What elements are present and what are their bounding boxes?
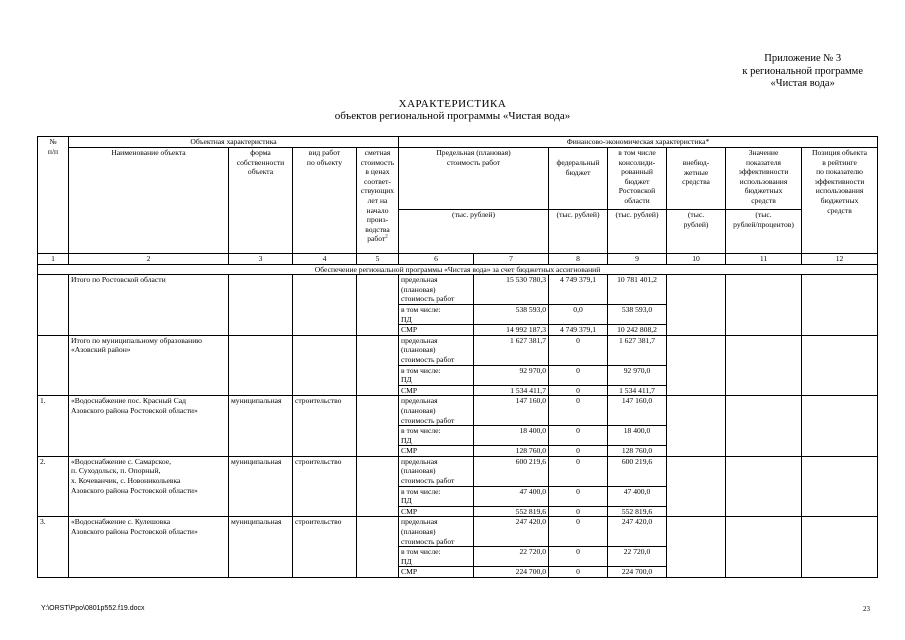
header-indicator: Значение показателя эффективности использования бюджетных средств (726, 148, 802, 210)
header-consolidated-unit: (тыс. рублей) (608, 210, 667, 254)
colnum: 11 (726, 254, 802, 265)
object-estimate (357, 275, 399, 336)
total-cost-value: 224 700,0 (474, 567, 549, 578)
colnum: 7 (474, 254, 549, 265)
total-cost-value: 22 720,0 (474, 547, 549, 567)
object-estimate (357, 396, 399, 457)
federal-budget-value: 0 (549, 547, 608, 567)
total-cost-value: 600 219,6 (474, 456, 549, 486)
indicator-value (726, 517, 802, 578)
object-number (38, 335, 69, 396)
rating-position (802, 335, 878, 396)
consolidated-budget-value: 128 760,0 (608, 446, 667, 457)
header-federal: федеральный бюджет (549, 148, 608, 210)
consolidated-budget-value: 47 400,0 (608, 486, 667, 506)
appendix-line-1: Приложение № 3 (764, 53, 842, 64)
federal-budget-value: 0 (549, 506, 608, 517)
appendix-line-2: к региональной программе (742, 65, 863, 77)
object-number: 2. (38, 456, 69, 517)
offbudget-value (667, 456, 726, 517)
offbudget-value (667, 335, 726, 396)
header-limit: Предельная (плановая) стоимость работ (399, 148, 549, 210)
cost-type-label: в том числе: ПД (399, 365, 474, 385)
consolidated-budget-value: 600 219,6 (608, 456, 667, 486)
consolidated-budget-value: 538 593,0 (608, 304, 667, 324)
cost-type-label: предельная (плановая) стоимость работ (399, 396, 474, 426)
consolidated-budget-value: 10 781 401,2 (608, 275, 667, 305)
total-cost-value: 538 593,0 (474, 304, 549, 324)
indicator-value (726, 456, 802, 517)
consolidated-budget-value: 10 242 808,2 (608, 325, 667, 336)
header-estimate-sup: 2 (385, 234, 388, 240)
object-name: Итого по муниципальному образованию «Азовский район» (69, 335, 229, 396)
object-row (38, 396, 878, 426)
header-object-group: Объектная характеристика (69, 137, 399, 148)
rating-position (802, 456, 878, 517)
object-estimate (357, 335, 399, 396)
cost-type-label: предельная (плановая) стоимость работ (399, 517, 474, 547)
header-consolidated-cell (608, 148, 667, 210)
consolidated-budget-value: 247 420,0 (608, 517, 667, 547)
header-name: Наименование объекта (69, 148, 229, 254)
offbudget-value (667, 396, 726, 457)
colnum: 8 (549, 254, 608, 265)
header-estimate (357, 148, 399, 254)
object-name: Итого по Ростовской области (69, 275, 229, 336)
appendix-note (742, 53, 863, 91)
cost-type-label: в том числе: ПД (399, 426, 474, 446)
object-name: «Водоснабжение пос. Красный Сад Азовского района Ростовской области» (69, 396, 229, 457)
objects-body (38, 275, 878, 578)
offbudget-value (667, 275, 726, 336)
federal-budget-value: 0 (549, 335, 608, 365)
cost-type-label: СМР (399, 567, 474, 578)
rating-position (802, 517, 878, 578)
total-cost-value: 552 819,6 (474, 506, 549, 517)
indicator-value (726, 275, 802, 336)
title-line-1: ХАРАКТЕРИСТИКА (398, 98, 507, 110)
cost-type-label: СМР (399, 325, 474, 336)
header-offbudget-unit: (тыс. рублей) (667, 210, 726, 254)
header-federal-unit: (тыс. рублей) (549, 210, 608, 254)
consolidated-budget-value: 92 970,0 (608, 365, 667, 385)
object-ownership: муниципальная (229, 396, 293, 457)
colnum: 9 (608, 254, 667, 265)
object-work-type: строительство (293, 396, 357, 457)
object-ownership: муниципальная (229, 456, 293, 517)
federal-budget-value: 0,0 (549, 304, 608, 324)
cost-type-label: предельная (плановая) стоимость работ (399, 456, 474, 486)
consolidated-budget-value: 552 819,6 (608, 506, 667, 517)
object-work-type: строительство (293, 517, 357, 578)
object-work-type (293, 335, 357, 396)
federal-budget-value: 0 (549, 517, 608, 547)
federal-budget-value: 0 (549, 385, 608, 396)
consolidated-budget-value: 1 627 381,7 (608, 335, 667, 365)
cost-type-label: в том числе: ПД (399, 486, 474, 506)
footer-file-path: Y:\ORST\Ppo\0801p552.f19.docx (41, 605, 145, 612)
federal-budget-value: 0 (549, 567, 608, 578)
colnum: 1 (38, 254, 69, 265)
total-cost-value: 147 160,0 (474, 396, 549, 426)
consolidated-budget-value: 22 720,0 (608, 547, 667, 567)
object-row (38, 517, 878, 547)
colnum: 6 (399, 254, 474, 265)
total-cost-value: 14 992 187,3 (474, 325, 549, 336)
federal-budget-value: 0 (549, 456, 608, 486)
column-numbers-row (38, 254, 878, 265)
indicator-value (726, 335, 802, 396)
header-num: № п/п (38, 137, 69, 254)
object-row (38, 275, 878, 305)
cost-type-label: в том числе: ПД (399, 547, 474, 567)
header-finance-group: Финансово-экономическая характеристика* (399, 137, 878, 148)
federal-budget-value: 0 (549, 426, 608, 446)
colnum: 2 (69, 254, 229, 265)
colnum: 5 (357, 254, 399, 265)
colnum: 12 (802, 254, 878, 265)
header-ownership: форма собственности объекта (229, 148, 293, 254)
header-work: вид работ по объекту (293, 148, 357, 254)
header-position: Позиция объекта в рейтинге по показателю эффективности использования бюджетных средств (802, 148, 878, 254)
document-title (0, 98, 905, 122)
object-ownership (229, 275, 293, 336)
object-work-type: строительство (293, 456, 357, 517)
total-cost-value: 1 627 381,7 (474, 335, 549, 365)
object-name: «Водоснабжение с. Кулешовка Азовского района Ростовской области» (69, 517, 229, 578)
objects-table (37, 136, 878, 578)
consolidated-budget-value: 1 534 411,7 (608, 385, 667, 396)
object-row (38, 456, 878, 486)
federal-budget-value: 0 (549, 365, 608, 385)
object-estimate (357, 456, 399, 517)
object-number: 1. (38, 396, 69, 457)
offbudget-value (667, 517, 726, 578)
total-cost-value: 128 760,0 (474, 446, 549, 457)
cost-type-label: СМР (399, 506, 474, 517)
appendix-line-3: «Чистая вода» (770, 78, 835, 89)
object-name: «Водоснабжение с. Самарское, п. Суходольск, п. Опорный, х. Кочеванчик, с. Новоникольевка Азовского района Ростовской области» (69, 456, 229, 517)
total-cost-value: 1 534 411,7 (474, 385, 549, 396)
federal-budget-value: 4 749 379,1 (549, 325, 608, 336)
object-number (38, 275, 69, 336)
rating-position (802, 396, 878, 457)
title-line-2: объектов региональной программы «Чистая вода» (334, 110, 571, 122)
total-cost-value: 247 420,0 (474, 517, 549, 547)
total-cost-value: 47 400,0 (474, 486, 549, 506)
object-work-type (293, 275, 357, 336)
federal-budget-value: 0 (549, 486, 608, 506)
colnum: 3 (229, 254, 293, 265)
header-offbudget: внебюд- жетные средства (667, 148, 726, 210)
object-ownership: муниципальная (229, 517, 293, 578)
indicator-value (726, 396, 802, 457)
object-ownership (229, 335, 293, 396)
cost-type-label: СМР (399, 385, 474, 396)
header-estimate-text: сметная стоимость в ценах соответ- ствующих лет на начало произ- водства работ (360, 148, 395, 244)
consolidated-budget-value: 18 400,0 (608, 426, 667, 446)
federal-budget-value: 0 (549, 396, 608, 426)
total-cost-value: 92 970,0 (474, 365, 549, 385)
header-limit-unit: (тыс. рублей) (399, 210, 549, 254)
header-indicator-unit: (тыс. рублей/процентов) (726, 210, 802, 254)
total-cost-value: 15 530 780,3 (474, 275, 549, 305)
consolidated-budget-value: 224 700,0 (608, 567, 667, 578)
consolidated-budget-value: 147 160,0 (608, 396, 667, 426)
footer-page-number: 23 (863, 605, 870, 613)
header-consolidated: консолиди- рованный бюджет Ростовской области (618, 157, 656, 205)
total-cost-value: 18 400,0 (474, 426, 549, 446)
cost-type-label: предельная (плановая) стоимость работ (399, 275, 474, 305)
rating-position (802, 275, 878, 336)
federal-budget-value: 0 (549, 446, 608, 457)
cost-type-label: СМР (399, 446, 474, 457)
object-row (38, 335, 878, 365)
section-title: Обеспечение региональной программы «Чистая вода» за счет бюджетных ассигнований (38, 264, 878, 275)
object-estimate (357, 517, 399, 578)
cost-type-label: предельная (плановая) стоимость работ (399, 335, 474, 365)
colnum: 10 (667, 254, 726, 265)
colnum: 4 (293, 254, 357, 265)
header-in-that: в том числе (618, 148, 656, 157)
federal-budget-value: 4 749 379,1 (549, 275, 608, 305)
cost-type-label: в том числе: ПД (399, 304, 474, 324)
object-number: 3. (38, 517, 69, 578)
